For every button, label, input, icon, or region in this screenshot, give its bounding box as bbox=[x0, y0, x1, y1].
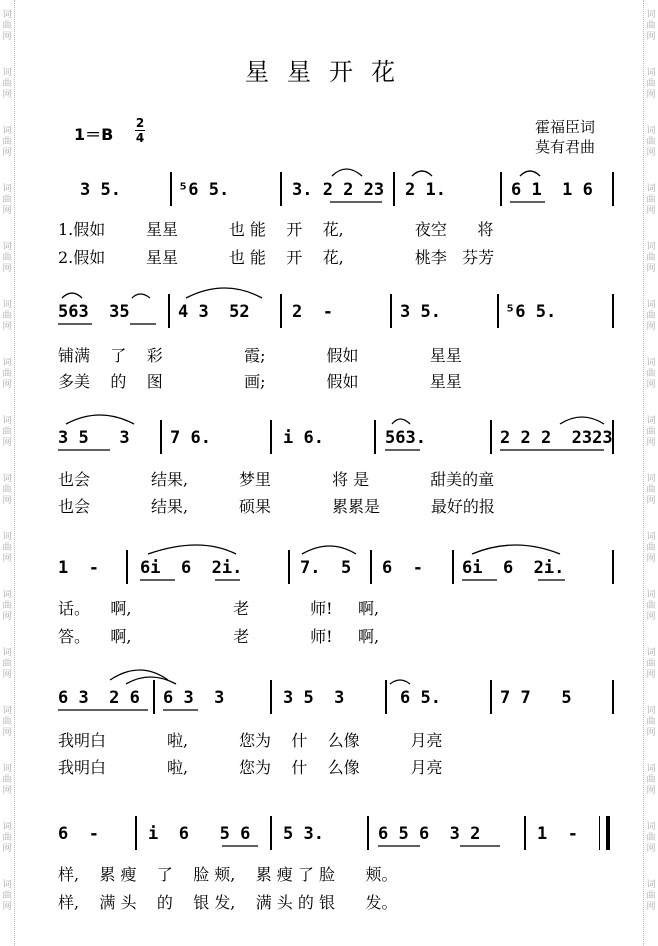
lyric-s5-v2: 我明白 啦, 您为 什 么像 月亮 bbox=[58, 758, 443, 777]
watermark-glyph-group: 词 曲 网 bbox=[646, 358, 656, 390]
notes-s4-m4: 6 - bbox=[382, 558, 423, 578]
notes-s3-m5: 2 2 2 2323 bbox=[500, 428, 613, 448]
watermark-glyph-group: 词 曲 网 bbox=[2, 822, 12, 854]
notes-s6-m2: i 6 5 6 bbox=[148, 824, 251, 844]
slur-arc bbox=[186, 288, 262, 298]
slur-arc bbox=[472, 545, 560, 554]
slur-arc bbox=[392, 419, 410, 424]
notes-s3-m2: 7 6. bbox=[170, 428, 211, 448]
slur-arc bbox=[302, 546, 356, 554]
lyric-s3-v2: 也会 结果, 硕果 累累是 最好的报 bbox=[58, 497, 495, 516]
notes-s5-m1: 6 3 2 6 bbox=[58, 688, 140, 708]
notes-s5-m4: 6 5. bbox=[400, 688, 441, 708]
lyric-s2-v2: 多美 的 图 画; 假如 星星 bbox=[58, 372, 462, 391]
slur-arc bbox=[66, 415, 134, 424]
notes-s4-m3: 7. 5 bbox=[300, 558, 352, 578]
watermark-glyph-group: 词 曲 网 bbox=[2, 126, 12, 158]
key-signature: 1＝B bbox=[74, 125, 114, 144]
watermark-glyph-group: 词 曲 网 bbox=[2, 416, 12, 448]
notes-s2-m4: 3 5. bbox=[400, 302, 441, 322]
notes-s2-m5: ⁵6 5. bbox=[505, 302, 557, 322]
slur-arc bbox=[520, 171, 540, 176]
watermark-glyph-group: 词 曲 网 bbox=[2, 648, 12, 680]
slur-arc bbox=[390, 680, 410, 684]
song-title: 星星开花 bbox=[245, 58, 413, 86]
notes-s6-m4: 6 5 6 3 2 bbox=[378, 824, 481, 844]
watermark-glyph-group: 词 曲 网 bbox=[646, 474, 656, 506]
watermark-glyph-group: 词 曲 网 bbox=[2, 300, 12, 332]
notes-s4-m2: 6i 6 2i. bbox=[140, 558, 243, 578]
watermark-glyph-group: 词 曲 网 bbox=[646, 242, 656, 274]
slur-arc bbox=[332, 169, 362, 176]
lyric-s2-v1: 铺满 了 彩 霞; 假如 星星 bbox=[58, 346, 462, 365]
notes-s4-m1: 1 - bbox=[58, 558, 99, 578]
lyricist-credit: 霍福臣词 bbox=[535, 118, 596, 136]
watermark-glyph-group: 词 曲 网 bbox=[2, 242, 12, 274]
lyric-s4-v2: 答。 啊, 老 师! 啊, bbox=[58, 627, 380, 646]
watermark-glyph-group: 词 曲 网 bbox=[2, 532, 12, 564]
watermark-glyph-group: 词 曲 网 bbox=[646, 10, 656, 42]
watermark-glyph-group: 词 曲 网 bbox=[646, 590, 656, 622]
lyric-s3-v1: 也会 结果, 梦里 将 是 甜美的童 bbox=[58, 470, 495, 489]
watermark-glyph-group: 词 曲 网 bbox=[646, 416, 656, 448]
notes-s1-m3: 3. 2 2 23 bbox=[292, 180, 385, 200]
slur-arc bbox=[132, 294, 150, 298]
time-numerator: 2 bbox=[135, 116, 145, 130]
watermark-glyph-group: 词 曲 网 bbox=[2, 880, 12, 912]
watermark-glyph-group: 词 曲 网 bbox=[646, 648, 656, 680]
notes-s1-m1: 3 5. bbox=[80, 180, 121, 200]
time-denominator: 4 bbox=[135, 131, 145, 145]
watermark-glyph-group: 词 曲 网 bbox=[646, 68, 656, 100]
watermark-glyph-group: 词 曲 网 bbox=[646, 300, 656, 332]
notes-s2-m1: 563 35 bbox=[58, 302, 130, 322]
watermark-glyph-group: 词 曲 网 bbox=[2, 474, 12, 506]
lyric-s6-v2: 样, 满 头 的 银 发, 满 头 的 银 发。 bbox=[58, 893, 398, 912]
notes-s6-m3: 5 3. bbox=[283, 824, 324, 844]
watermark-glyph-group: 词 曲 网 bbox=[2, 590, 12, 622]
watermark-glyph-group: 词 曲 网 bbox=[2, 706, 12, 738]
notes-s2-m3: 2 - bbox=[292, 302, 333, 322]
watermark-glyph-group: 词 曲 网 bbox=[2, 10, 12, 42]
notes-s6-m5: 1 - bbox=[537, 824, 578, 844]
watermark-glyph-group: 词 曲 网 bbox=[646, 126, 656, 158]
lyric-s1-v2: 2.假如 星星 也 能 开 花, 桃李 芬芳 bbox=[58, 248, 495, 267]
lyric-s1-v1: 1.假如 星星 也 能 开 花, 夜空 将 bbox=[58, 220, 494, 239]
composer-credit: 莫有君曲 bbox=[535, 138, 596, 156]
notes-s6-m1: 6 - bbox=[58, 824, 99, 844]
watermark-glyph-group: 词 曲 网 bbox=[646, 822, 656, 854]
lyric-s5-v1: 我明白 啦, 您为 什 么像 月亮 bbox=[58, 731, 443, 750]
lyric-s6-v1: 样, 累 瘦 了 脸 颊, 累 瘦 了 脸 颊。 bbox=[58, 865, 398, 884]
watermark-glyph-group: 词 曲 网 bbox=[646, 532, 656, 564]
slur-arc bbox=[560, 417, 604, 424]
slur-arc bbox=[148, 545, 236, 554]
notes-s2-m2: 4 3 52 bbox=[178, 302, 250, 322]
slur-arc bbox=[126, 677, 176, 684]
notes-s4-m5: 6i 6 2i. bbox=[462, 558, 565, 578]
notes-s5-m5: 7 7 5 bbox=[500, 688, 572, 708]
watermark-glyph-group: 词 曲 网 bbox=[646, 706, 656, 738]
watermark-glyph-group: 词 曲 网 bbox=[2, 68, 12, 100]
watermark-glyph-group: 词 曲 网 bbox=[2, 358, 12, 390]
notes-s3-m3: i 6. bbox=[283, 428, 324, 448]
notes-s5-m3: 3 5 3 bbox=[283, 688, 345, 708]
lyric-s4-v1: 话。 啊, 老 师! 啊, bbox=[58, 599, 380, 618]
watermark-glyph-group: 词 曲 网 bbox=[2, 764, 12, 796]
notes-s1-m5: 6 1 1 6 bbox=[511, 180, 593, 200]
notes-s3-m1: 3 5 3 bbox=[58, 428, 130, 448]
notes-s1-m2: ⁵6 5. bbox=[178, 180, 230, 200]
notes-s3-m4: 563. bbox=[385, 428, 426, 448]
notes-s5-m2: 6 3 3 bbox=[163, 688, 225, 708]
watermark-glyph-group: 词 曲 网 bbox=[646, 880, 656, 912]
notes-s1-m4: 2 1. bbox=[405, 180, 446, 200]
slur-arc bbox=[412, 171, 432, 176]
slur-arc bbox=[62, 293, 82, 298]
watermark-glyph-group: 词 曲 网 bbox=[2, 184, 12, 216]
watermark-glyph-group: 词 曲 网 bbox=[646, 184, 656, 216]
watermark-glyph-group: 词 曲 网 bbox=[646, 764, 656, 796]
